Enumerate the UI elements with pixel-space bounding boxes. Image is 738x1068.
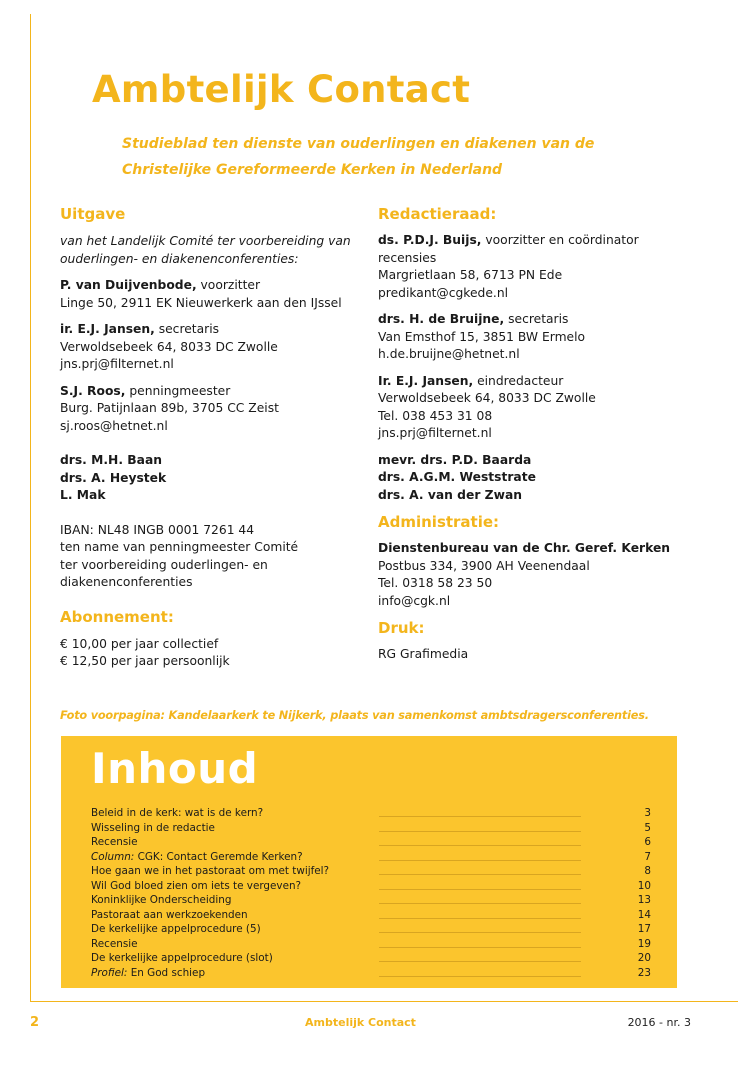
- contents-box: [61, 736, 677, 988]
- contents-item-page: 23: [637, 966, 651, 979]
- abonnement-prices: € 10,00 per jaar collectief € 12,50 per jaar persoonlijk: [60, 636, 230, 668]
- contents-item[interactable]: [91, 966, 651, 981]
- contents-leader-line: [379, 976, 581, 977]
- redactieraad-heading: Redactieraad:: [378, 205, 497, 223]
- contents-title: Inhoud: [91, 744, 259, 793]
- contents-item-page: 6: [644, 836, 651, 848]
- contents-item-label: [91, 966, 205, 981]
- contents-item-text: Wisseling in de redactie: [91, 821, 215, 834]
- contents-leader-line: [379, 845, 581, 846]
- contents-item-text: Recensie: [91, 937, 138, 950]
- contents-leader-line: [379, 932, 581, 933]
- contents-item[interactable]: [91, 864, 651, 879]
- contents-list: [91, 806, 651, 980]
- contents-leader-line: [379, 889, 581, 890]
- uitgave-heading: Uitgave: [60, 205, 126, 223]
- contents-item-label: [91, 850, 303, 865]
- contents-leader-line: [379, 816, 581, 817]
- contents-item[interactable]: [91, 821, 651, 836]
- left-column: [60, 205, 360, 680]
- magazine-title: Ambtelijk Contact: [92, 68, 471, 111]
- contents-item-label: [91, 951, 273, 966]
- contents-item-page: 5: [644, 821, 651, 834]
- contents-item[interactable]: [91, 922, 651, 937]
- druk-block: RG Grafimedia: [378, 647, 469, 661]
- contents-leader-line: [379, 874, 581, 875]
- right-column: [378, 205, 688, 673]
- page-number: 2: [30, 1015, 40, 1030]
- contents-item-label: [91, 864, 329, 879]
- uitgave-members: drs. M.H. Baan drs. A. Heystek L. Mak: [60, 453, 167, 502]
- contents-item-page: 20: [637, 952, 651, 964]
- contents-leader-line: [379, 903, 581, 904]
- contents-leader-line: [379, 947, 581, 948]
- uitgave-person-secretary: ir. E.J. Jansen, secretaris Verwoldsebeek 64, 8033 DC Zwolle jns.prj@filternet.nl: [60, 321, 360, 374]
- contents-item-prefix: Profiel:: [91, 966, 128, 979]
- email-link[interactable]: sj.roos@hetnet.nl: [60, 418, 168, 433]
- footer-rule: [30, 1001, 738, 1002]
- iban-block: IBAN: NL48 INGB 0001 7261 44 ten name van penningmeester Comité ter voorbereiding ouderlingen- en diakenenconferenties: [60, 522, 299, 589]
- uitgave-person-chair: P. van Duijvenbode, voorzitter Linge 50, 2911 EK Nieuwerkerk aan den IJssel: [60, 278, 342, 310]
- contents-item-page: 3: [644, 807, 651, 819]
- redactie-person-secretary: drs. H. de Bruijne, secretaris Van Emsthof 15, 3851 BW Ermelo h.de.bruijne@hetnet.nl: [378, 311, 688, 364]
- email-link[interactable]: info@cgk.nl: [378, 593, 451, 608]
- uitgave-intro: van het Landelijk Comité ter voorbereiding van ouderlingen- en diakenenconferenties:: [60, 234, 351, 266]
- contents-item-text: Wil God bloed zien om iets te vergeven?: [91, 879, 302, 892]
- contents-leader-line: [379, 860, 581, 861]
- contents-item-text: En God schiep: [127, 966, 206, 979]
- abonnement-heading: Abonnement:: [60, 607, 174, 626]
- contents-item-page: 7: [644, 850, 651, 863]
- footer-issue: 2016 - nr. 3: [627, 1016, 691, 1029]
- administratie-heading: Administratie:: [378, 513, 500, 531]
- contents-item-text: De kerkelijke appelprocedure (5): [91, 923, 261, 935]
- contents-item-label: [91, 821, 215, 836]
- contents-item-label: [91, 908, 248, 923]
- contents-item-label: [91, 893, 231, 908]
- contents-item-label: [91, 879, 301, 894]
- email-link[interactable]: jns.prj@filternet.nl: [378, 426, 492, 440]
- contents-item[interactable]: [91, 937, 651, 952]
- administratie-block: Dienstenbureau van de Chr. Geref. Kerken Postbus 334, 3900 AH Veenendaal Tel. 0318 58 23 50 info@cgk.nl: [378, 540, 688, 610]
- contents-item-text: Hoe gaan we in het pastoraat om met twijfel?: [91, 865, 330, 877]
- contents-item[interactable]: [91, 879, 651, 894]
- redactie-person-chair: ds. P.D.J. Buijs, voorzitter en coördinator recensies Margrietlaan 58, 6713 PN Ede predikant@cgkede.nl: [378, 232, 688, 302]
- subtitle-line: Christelijke Gereformeerde Kerken in Nederland: [122, 162, 503, 178]
- email-link[interactable]: h.de.bruijne@hetnet.nl: [378, 347, 520, 361]
- contents-item-label: [91, 937, 138, 952]
- contents-item-text: De kerkelijke appelprocedure (slot): [91, 952, 273, 964]
- redactie-person-editor: Ir. E.J. Jansen, eindredacteur Verwoldsebeek 64, 8033 DC Zwolle Tel. 038 453 31 08 jns.prj@filternet.nl: [378, 373, 688, 443]
- contents-item-page: 13: [637, 894, 651, 906]
- contents-item-text: Pastoraat aan werkzoekenden: [91, 908, 248, 921]
- druk-heading: Druk:: [378, 619, 425, 637]
- contents-item-text: CGK: Contact Geremde Kerken?: [134, 850, 303, 863]
- contents-item-page: 19: [637, 937, 651, 950]
- contents-item[interactable]: [91, 835, 651, 850]
- subtitle-line: Studieblad ten dienste van ouderlingen en diakenen van de: [122, 136, 595, 152]
- vertical-rule: [30, 14, 31, 1002]
- cover-photo-caption: Foto voorpagina: Kandelaarkerk te Nijkerk, plaats van samenkomst ambtsdragersconferenties.: [60, 709, 649, 722]
- contents-item[interactable]: [91, 908, 651, 923]
- contents-leader-line: [379, 961, 581, 962]
- uitgave-person-treasurer: S.J. Roos, penningmeester Burg. Patijnlaan 89b, 3705 CC Zeist sj.roos@hetnet.nl: [60, 383, 360, 436]
- contents-item-page: 17: [637, 923, 651, 935]
- contents-item[interactable]: [91, 850, 651, 865]
- contents-item-label: [91, 835, 138, 850]
- contents-item-text: Koninklijke Onderscheiding: [91, 894, 232, 906]
- contents-item-label: [91, 922, 261, 937]
- contents-item[interactable]: [91, 806, 651, 821]
- contents-item-page: 14: [637, 908, 651, 921]
- contents-item-page: 10: [637, 879, 651, 892]
- contents-item-text: Beleid in de kerk: wat is de kern?: [91, 807, 264, 819]
- contents-item-prefix: Column:: [91, 850, 135, 863]
- email-link[interactable]: jns.prj@filternet.nl: [60, 357, 174, 371]
- contents-item-label: [91, 806, 263, 821]
- redactie-members: mevr. drs. P.D. Baarda drs. A.G.M. Weststrate drs. A. van der Zwan: [378, 452, 536, 502]
- contents-item[interactable]: [91, 893, 651, 908]
- contents-item[interactable]: [91, 951, 651, 966]
- magazine-subtitle: [122, 131, 594, 183]
- footer-journal-name: Ambtelijk Contact: [305, 1016, 416, 1029]
- contents-item-text: Recensie: [91, 836, 138, 848]
- contents-item-page: 8: [644, 865, 651, 877]
- contents-leader-line: [379, 831, 581, 832]
- contents-leader-line: [379, 918, 581, 919]
- email-link[interactable]: predikant@cgkede.nl: [378, 285, 509, 300]
